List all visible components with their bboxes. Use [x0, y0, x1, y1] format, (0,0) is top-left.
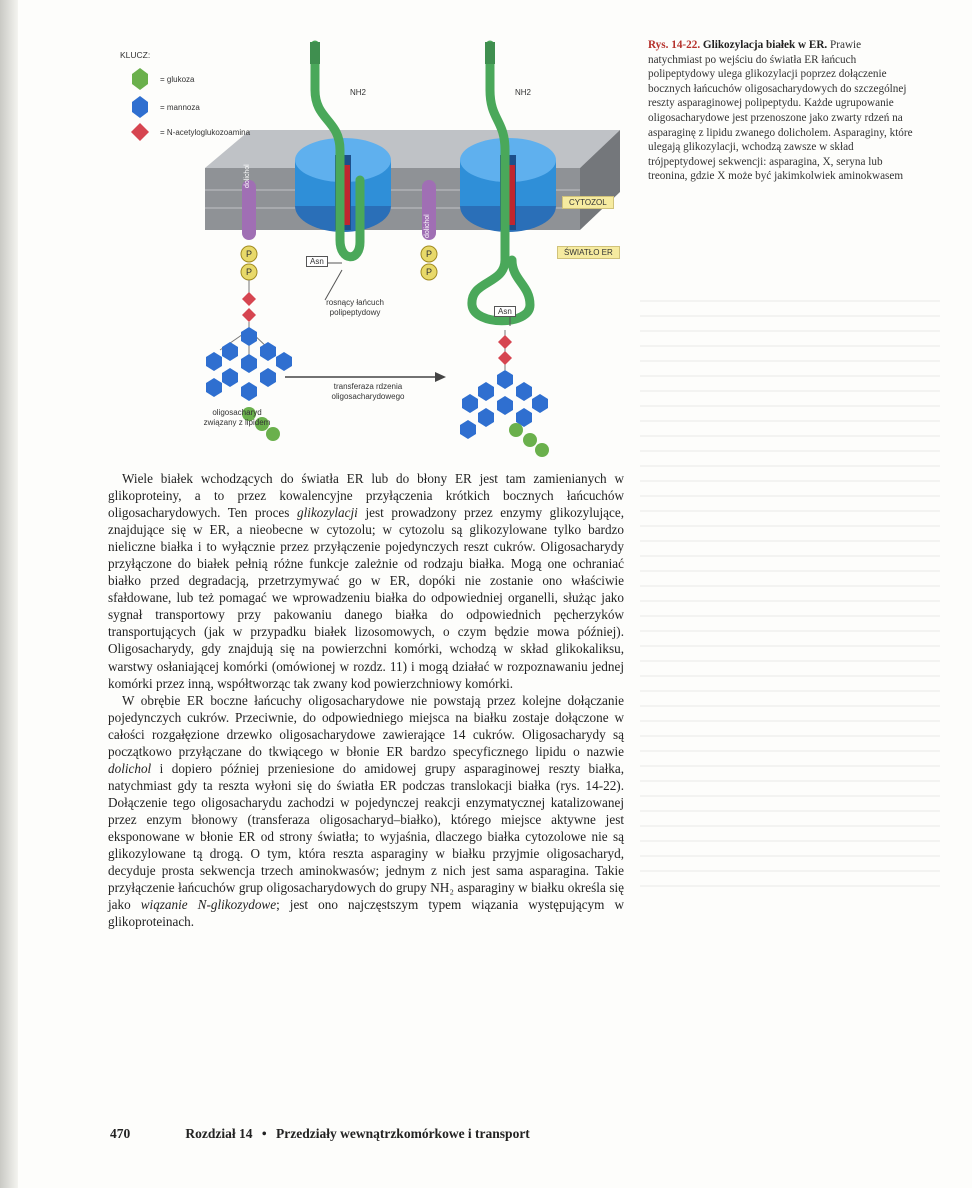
oligosaccharide-protein-linked [460, 330, 549, 457]
phosphate-letter: P [245, 249, 253, 259]
term-dolichol: dolichol [108, 760, 152, 776]
chapter-label: Rozdział 14 [185, 1126, 253, 1141]
paragraph-1 [108, 470, 624, 692]
bleed-through-text [640, 300, 940, 900]
key-item-glucose [154, 68, 194, 90]
paragraph-2 [108, 692, 624, 931]
dolichol-left [242, 180, 256, 240]
key-item-mannose [154, 96, 200, 118]
transferase-label: transferaza rdzenia oligosacharydowego [331, 382, 405, 401]
phosphate-letter: P [425, 249, 433, 259]
term-glycosylation: glikozylacji [297, 505, 358, 521]
key-label: = N-acetyloglukozoamina [160, 127, 251, 137]
paragraph-2-part-b: i dopiero później przeniesione do amidowej grupy asparaginowej reszty białka, natychmiast gdy ta reszta wyłoni się do światła ER podczas translokacji białka (rys. 14-22). Dołączenie tego oligosacharydu zachodzi w pojedynczej reakcji enzymatycznej katalizowanej przez enzym błonowy (transferaza oligosacharyd–białko), którego miejsce aktywne jest eksponowane w błonie ER od strony światła; to wyjaśnia, dlaczego białka cytozolowe nie są glikozylowane tą drogą. O tym, która reszta asparaginy w białku przyjmie oligosacharyd, decyduje prosta sekwencja trzech aminokwasów; jednym z nich jest sama asparagina. Takie przyłączenie łańcuchów grup oligosacharydowych do grupy NH₂ asparaginy w białku określa się jako [108, 760, 624, 913]
dolichol-label-right: dolichol [424, 214, 431, 238]
page-footer [110, 1126, 630, 1142]
paragraph-2-part-c: ; jest ono najczęstszym typem wiązania występującym w glikoproteinach. [108, 897, 624, 930]
key-label: = glukoza [160, 74, 195, 84]
nh2-label-left: NH2 [350, 88, 367, 97]
term-n-glycosidic-bond: wiązanie N-glikozydowe [140, 897, 277, 913]
asn-label-left: Asn [306, 256, 328, 267]
asn-label-right: Asn [494, 306, 516, 317]
cytosol-label: CYTOZOL [562, 196, 614, 209]
dolichol-label-left: dolichol [244, 164, 251, 188]
paragraph-1-part-a: Wiele białek wchodzących do światła ER lub do błony ER jest tam zamienianych w glikoproteiny, a to przez kowalencyjne przyłączenia krótkich bocznych łańcuchów oligosacharydowych. Ten proces [108, 471, 624, 521]
key-label: = mannoza [160, 102, 200, 112]
figure-glycosylation [110, 30, 640, 460]
key-swatch-mannose [132, 96, 148, 118]
page-number: 470 [110, 1126, 131, 1141]
key-swatch-glucose [132, 68, 148, 90]
paragraph-2-part-a: W obrębie ER boczne łańcuchy oligosacharydowe nie powstają przez kolejne dołączanie pojedynczych cukrów. Przeciwnie, do odpowiedniego miejsca na białku zostaje dołączone w całości rozgałęzione drzewko oligosacharydowe zawierające 14 cukrów. Oligosacharydy są początkowo przyłączane do tkwiącego w błonie ER bardzo specyficznego lipidu o nazwie [108, 692, 624, 759]
caption-text: Prawie natychmiast po wejściu do światła ER łańcuch polipeptydowy ulega glikozylacji poprzez dołączenie bocznych łańcuchów oligosacharydowych do szczególnej reszty asparaginowej polipeptydu. Każde ugrupowanie oligosacharydowe jest przenoszone jako zwarty rdzeń na asparaginę z lipidu zwanego dolicholem. Asparaginy, które ulegają glikozylacji, wchodzą zawsze w skład trójpeptydowej sekwencji: asparagina, X, seryna lub treonina, gdzie X może być jakimkolwiek aminokwasem [648, 39, 913, 183]
scan-edge [0, 0, 18, 1188]
chapter-title: Przedziały wewnątrzkomórkowe i transport [275, 1126, 530, 1141]
key-swatch-glcnac [131, 123, 149, 141]
lipid-linked-oligosaccharide-label: oligosacharyd związany z lipidem [203, 408, 271, 427]
er-lumen-label: ŚWIATŁO ER [557, 246, 620, 259]
membrane-top [205, 130, 620, 168]
phosphate-letter: P [245, 267, 253, 277]
caption-title: Glikozylacja białek w ER. [702, 39, 828, 51]
nh2-label-right: NH2 [515, 88, 532, 97]
caption-number: Rys. 14-22. [648, 39, 701, 51]
phosphate-letter: P [425, 267, 433, 277]
paragraph-1-part-b: jest prowadzony przez enzymy glikozylujące, znajdujące się w ER, a nieobecne w cytozolu; w cytozolu są glikozylowane tylko bardzo nieliczne białka i to wyłącznie przez przyłączenie pojedynczych reszt cukrów. Oligosacharydy przyłączone do białek pełnią różne funkcje zależnie od rodzaju białka. Mogą one ochraniać białko przed degradacją, przetrzymywać go w ER, dopóki nie zostanie ono właściwie sfałdowane, lub też pomagać we wprowadzeniu białka do odpowiedniej organelli, służąc jako sygnał transportowy przy pakowaniu danego białka do odpowiednich pęcherzyków transportujących (jak w przypadku białek lizosomowych, o czym będzie mowa później). Oligosacharydy, gdy znajdują się na powierzchni komórki, wchodzą w skład glikokaliksu, warstwy osłaniającej komórki (omówionej w rozdz. 11) i mogą działać w rozpoznawaniu jednej komórki przez inną, współtworząc tak zwany kod powierzchniowy komórki. [108, 505, 624, 691]
footer-bullet: • [261, 1126, 267, 1141]
key-item-glcnac [154, 121, 250, 143]
figure-caption [648, 38, 913, 184]
growing-chain-label: rosnący łańcuch polipeptydowy [326, 298, 384, 317]
key-title: KLUCZ: [120, 50, 151, 60]
body-text [108, 470, 624, 930]
